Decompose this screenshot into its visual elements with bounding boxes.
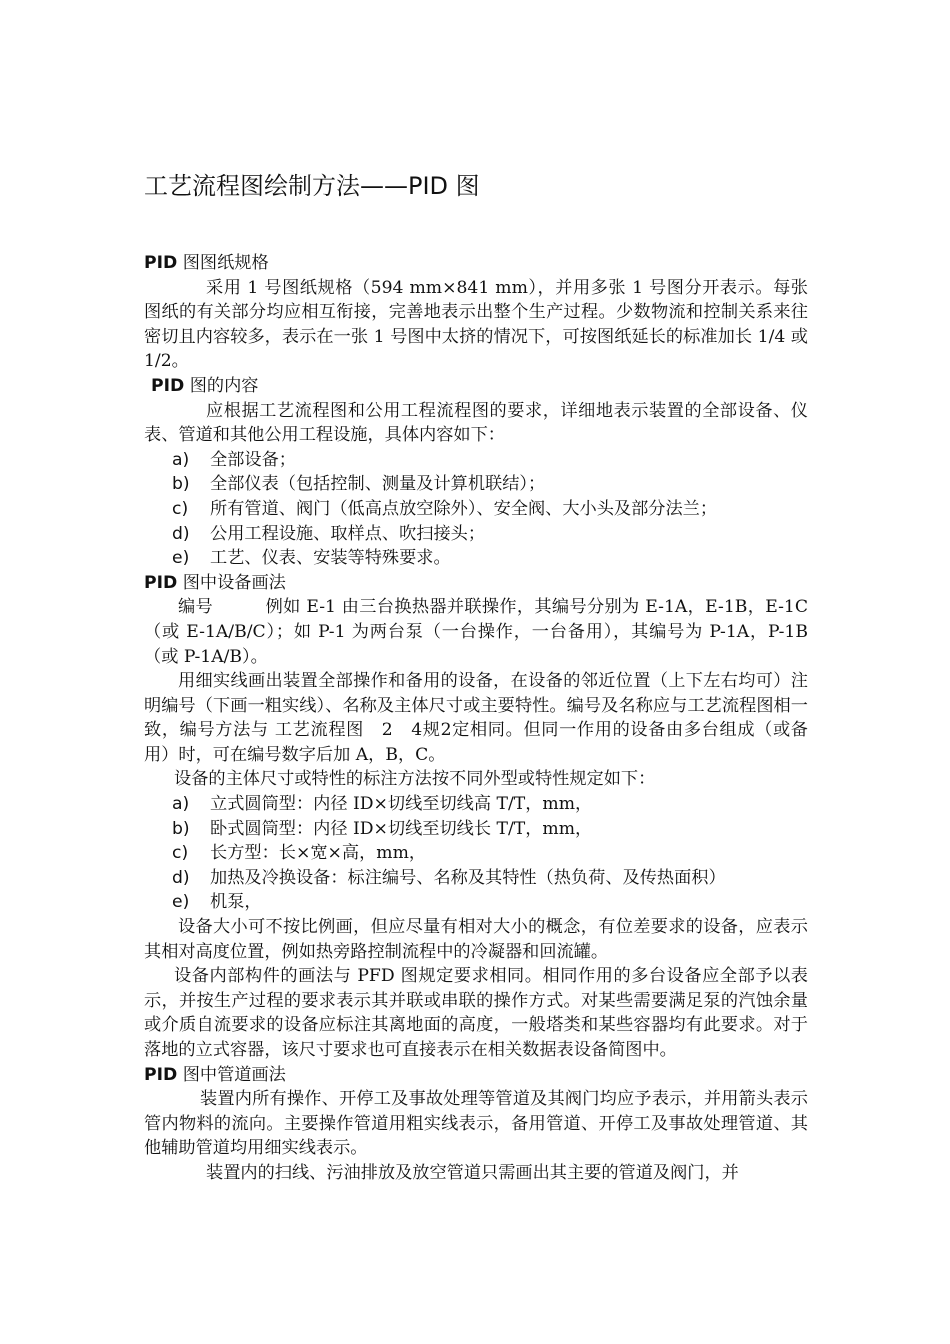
list-text: 公用工程设施、取样点、吹扫接头； (210, 523, 486, 544)
list-text: 全部设备； (210, 449, 296, 470)
list-item (144, 472, 808, 497)
list-text: 卧式圆筒型：内径 ID×切线至切线长 T/T，mm， (210, 818, 593, 839)
paragraph: 装置内的扫线、污油排放及放空管道只需画出其主要的管道及阀门，并 (206, 1162, 739, 1183)
list-marker: b) (172, 474, 190, 495)
list-item (144, 546, 808, 571)
document-body (144, 251, 808, 1186)
paragraph: 设备内部构件的画法与 PFD 图规定要求相同。相同作用的多台设备应全部予以表示，并按生产过程的要求表示其并联或串联的操作方式。对某些需要满足泵的汽蚀余量或介质自流要求的设备应标注其离地面的高度，一般塔类和某些容器均有此要求。对于落地的立式容器，该尺寸要求也可直接表示在相关数据表设备简图中。 (144, 966, 808, 1060)
list-item (144, 497, 808, 522)
paragraph: 编号 例如 E-1 由三台换热器并联操作，其编号分别为 E-1A，E-1B，E-1C（或 E-1A/B/C）；如 P-1 为两台泵（一台操作，一台备用），其编号为 P-1A，P-1B（或 P-1A/B）。 (144, 597, 808, 667)
list-item (144, 817, 808, 842)
heading-pid: PID (144, 1064, 178, 1085)
list-item (144, 890, 808, 915)
list-text: 长方型：长×宽×高，mm， (210, 843, 427, 864)
section-heading-piping (144, 1063, 808, 1088)
list-marker: d) (172, 523, 190, 544)
list-text: 立式圆筒型：内径 ID×切线至切线高 T/T，mm， (210, 794, 593, 815)
list-text: 工艺、仪表、安装等特殊要求。 (210, 548, 451, 569)
heading-pid: PID (151, 375, 185, 396)
list-item (144, 841, 808, 866)
paragraph: 用细实线画出装置全部操作和备用的设备，在设备的邻近位置（上下左右均可）注明编号（下画一粗实线）、名称及主体尺寸或主要特性。编号及名称应与工艺流程图相一致，编号方法与 工艺流程图 2 4规2定相同。但同一作用的设备由多台组成（或备用）时，可在编号数字后加 A，B，C。 (144, 671, 808, 765)
list-marker: e) (172, 548, 190, 569)
list-marker: a) (172, 449, 190, 470)
list-text: 机泵， (210, 892, 262, 913)
section-heading-drawing-spec (144, 251, 808, 276)
paragraph: 应根据工艺流程图和公用工程流程图的要求，详细地表示装置的全部设备、仪表、管道和其他公用工程设施，具体内容如下： (144, 400, 808, 446)
document-title: 工艺流程图绘制方法——PID 图 (144, 172, 480, 200)
section-heading-contents (144, 374, 808, 399)
heading-pid: PID (144, 572, 178, 593)
list-marker: d) (172, 867, 190, 888)
list-item (144, 792, 808, 817)
paragraph: 设备大小可不按比例画，但应尽量有相对大小的概念，有位差要求的设备，应表示其相对高度位置，例如热旁路控制流程中的冷凝器和回流罐。 (144, 917, 808, 962)
list-text: 加热及冷换设备：标注编号、名称及其特性（热负荷、及传热面积） (210, 867, 726, 888)
list-item (144, 522, 808, 547)
list-marker: c) (172, 843, 189, 864)
heading-text: 图中设备画法 (177, 572, 286, 593)
list-item (144, 448, 808, 473)
list-text: 所有管道、阀门（低高点放空除外）、安全阀、大小头及部分法兰； (210, 498, 718, 519)
heading-text: 图的内容 (184, 375, 259, 396)
paragraph: 采用 1 号图纸规格（594 mm×841 mm），并用多张 1 号图分开表示。每张图纸的有关部分均应相互衔接，完善地表示出整个生产过程。少数物流和控制关系来往密切且内容较多，表示在一张 1 号图中太挤的情况下，可按图纸延长的标准加长 1/4 或 1/2。 (144, 277, 808, 372)
paragraph: 装置内所有操作、开停工及事故处理等管道及其阀门均应予表示，并用箭头表示管内物料的流向。主要操作管道用粗实线表示，备用管道、开停工及事故处理管道、其他辅助管道均用细实线表示。 (144, 1089, 808, 1159)
heading-text: 图中管道画法 (177, 1064, 286, 1085)
list-marker: a) (172, 794, 190, 815)
section-heading-equipment (144, 571, 808, 596)
heading-pid: PID (144, 253, 178, 273)
list-item (144, 866, 808, 891)
list-marker: e) (172, 892, 190, 913)
paragraph: 设备的主体尺寸或特性的标注方法按不同外型或特性规定如下： (174, 769, 656, 790)
list-marker: c) (172, 498, 189, 519)
list-text: 全部仪表（包括控制、测量及计算机联结）； (210, 474, 546, 495)
heading-text: 图图纸规格 (177, 253, 269, 273)
list-marker: b) (172, 818, 190, 839)
